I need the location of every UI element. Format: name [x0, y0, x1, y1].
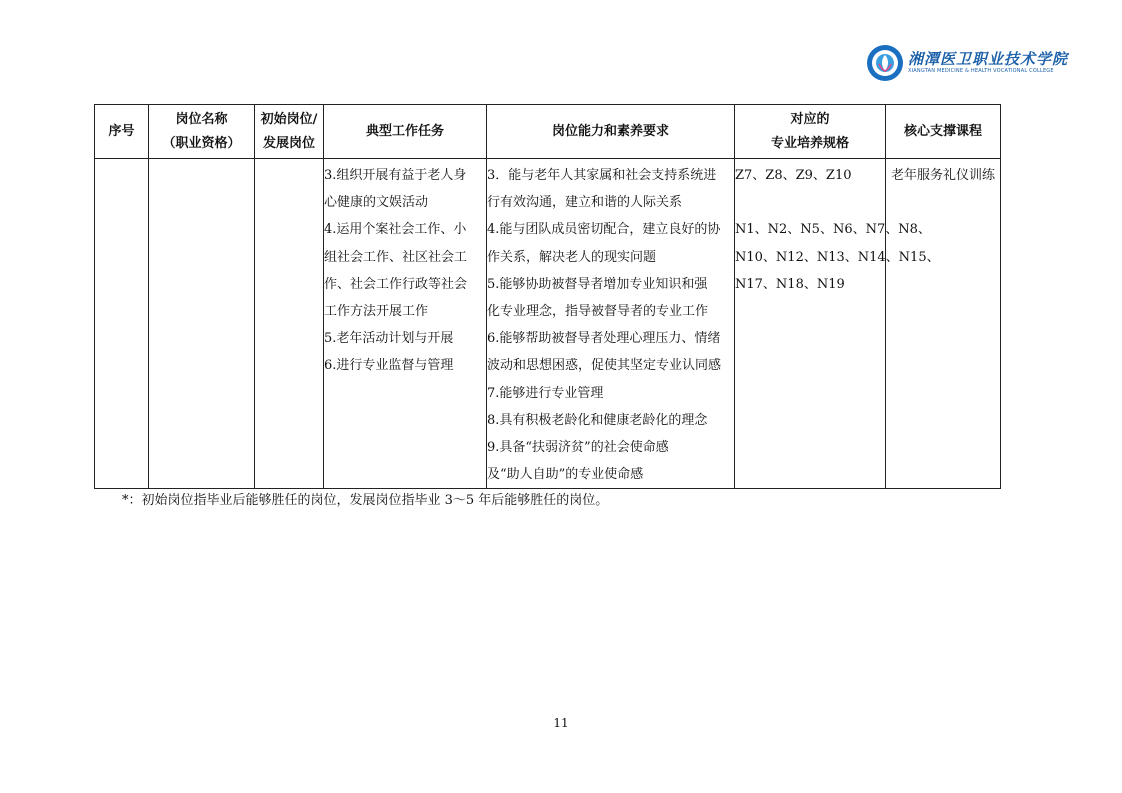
footnote: *：初始岗位指毕业后能够胜任的岗位，发展岗位指毕业 3～5 年后能够胜任的岗位。 — [122, 493, 609, 508]
header-post-type-line1: 初始岗位/ — [260, 111, 318, 127]
cell-line: 作关系，解决老人的现实问题 — [487, 249, 657, 265]
page-number: 11 — [553, 716, 569, 730]
cell-line: 3.组织开展有益于老人身 — [324, 168, 467, 183]
table-row — [95, 159, 1001, 489]
logo-name-en: XIANGTAN MEDICINE & HEALTH VOCATIONAL COLLEGE — [908, 68, 1054, 74]
header-courses: 核心支撑课程 — [886, 105, 1001, 159]
cell-line: 4.运用个案社会工作、小 — [324, 222, 467, 238]
spec-list — [735, 159, 940, 298]
cell-line: 行有效沟通，建立和谐的人际关系 — [487, 195, 683, 211]
cell-line: 及“助人自助”的专业使命感 — [487, 467, 644, 483]
cell-line — [735, 189, 885, 216]
abilities-list — [487, 159, 734, 488]
cell-tasks — [324, 159, 487, 489]
cell-line: 组社会工作、社区社会工 — [324, 249, 468, 265]
cell-line: 9.具备“扶弱济贫”的社会使命感 — [487, 440, 669, 456]
header-post-type-line2: 发展岗位 — [262, 135, 315, 151]
tasks-list — [324, 159, 486, 380]
table-header-row — [95, 105, 1001, 159]
cell-line: 老年服务礼仪训练 — [890, 168, 995, 183]
cell-courses — [886, 159, 1001, 489]
cell-line: 3．能与老年人其家属和社会支持系统进 — [487, 168, 717, 183]
cell-line: N1、N2、N5、N6、N7、N8、 — [735, 222, 931, 238]
cell-abilities — [487, 159, 735, 489]
header-post-name — [149, 105, 255, 159]
header-abilities: 岗位能力和素养要求 — [487, 105, 735, 159]
college-emblem-icon — [866, 44, 904, 82]
header-spec — [735, 105, 886, 159]
cell-line: 作、社会工作行政等社会 — [324, 276, 468, 292]
logo-name-cn: 湘潭医卫职业技术学院 — [908, 50, 1069, 68]
cell-post-name — [149, 159, 255, 489]
header-tasks: 典型工作任务 — [324, 105, 487, 159]
header-post-type — [255, 105, 324, 159]
cell-line: 8.具有积极老龄化和健康老龄化的理念 — [487, 412, 708, 428]
cell-line: 波动和思想困惑，促使其坚定专业认同感 — [487, 358, 722, 374]
header-post-name-line1: 岗位名称 — [175, 111, 228, 127]
cell-seq — [95, 159, 149, 489]
post-ability-table — [94, 104, 1001, 489]
cell-line: N17、N18、N19 — [735, 276, 845, 292]
cell-line: 工作方法开展工作 — [324, 304, 429, 320]
header-spec-line2: 专业培养规格 — [770, 135, 849, 151]
cell-line: 化专业理念，指导被督导者的专业工作 — [487, 304, 709, 320]
cell-line: 心健康的文娱活动 — [324, 195, 429, 211]
cell-line: 7.能够进行专业管理 — [487, 385, 604, 401]
courses-list — [886, 159, 1000, 189]
header-post-name-line2: （职业资格） — [162, 135, 241, 151]
cell-post-type — [255, 159, 324, 489]
college-logo — [866, 44, 1069, 84]
header-seq: 序号 — [95, 105, 149, 159]
cell-line: Z7、Z8、Z9、Z10 — [735, 168, 852, 183]
cell-line: N10、N12、N13、N14、N15、 — [735, 249, 940, 265]
cell-line: 6.进行专业监督与管理 — [324, 358, 454, 374]
cell-line: 5.老年活动计划与开展 — [324, 331, 454, 347]
cell-spec — [735, 159, 940, 489]
header-spec-line1: 对应的 — [790, 111, 830, 127]
cell-line: 5.能够协助被督导者增加专业知识和强 — [487, 276, 708, 292]
cell-line: 4.能与团队成员密切配合，建立良好的协 — [487, 222, 721, 238]
cell-line: 6.能够帮助被督导者处理心理压力、情绪 — [487, 331, 721, 347]
